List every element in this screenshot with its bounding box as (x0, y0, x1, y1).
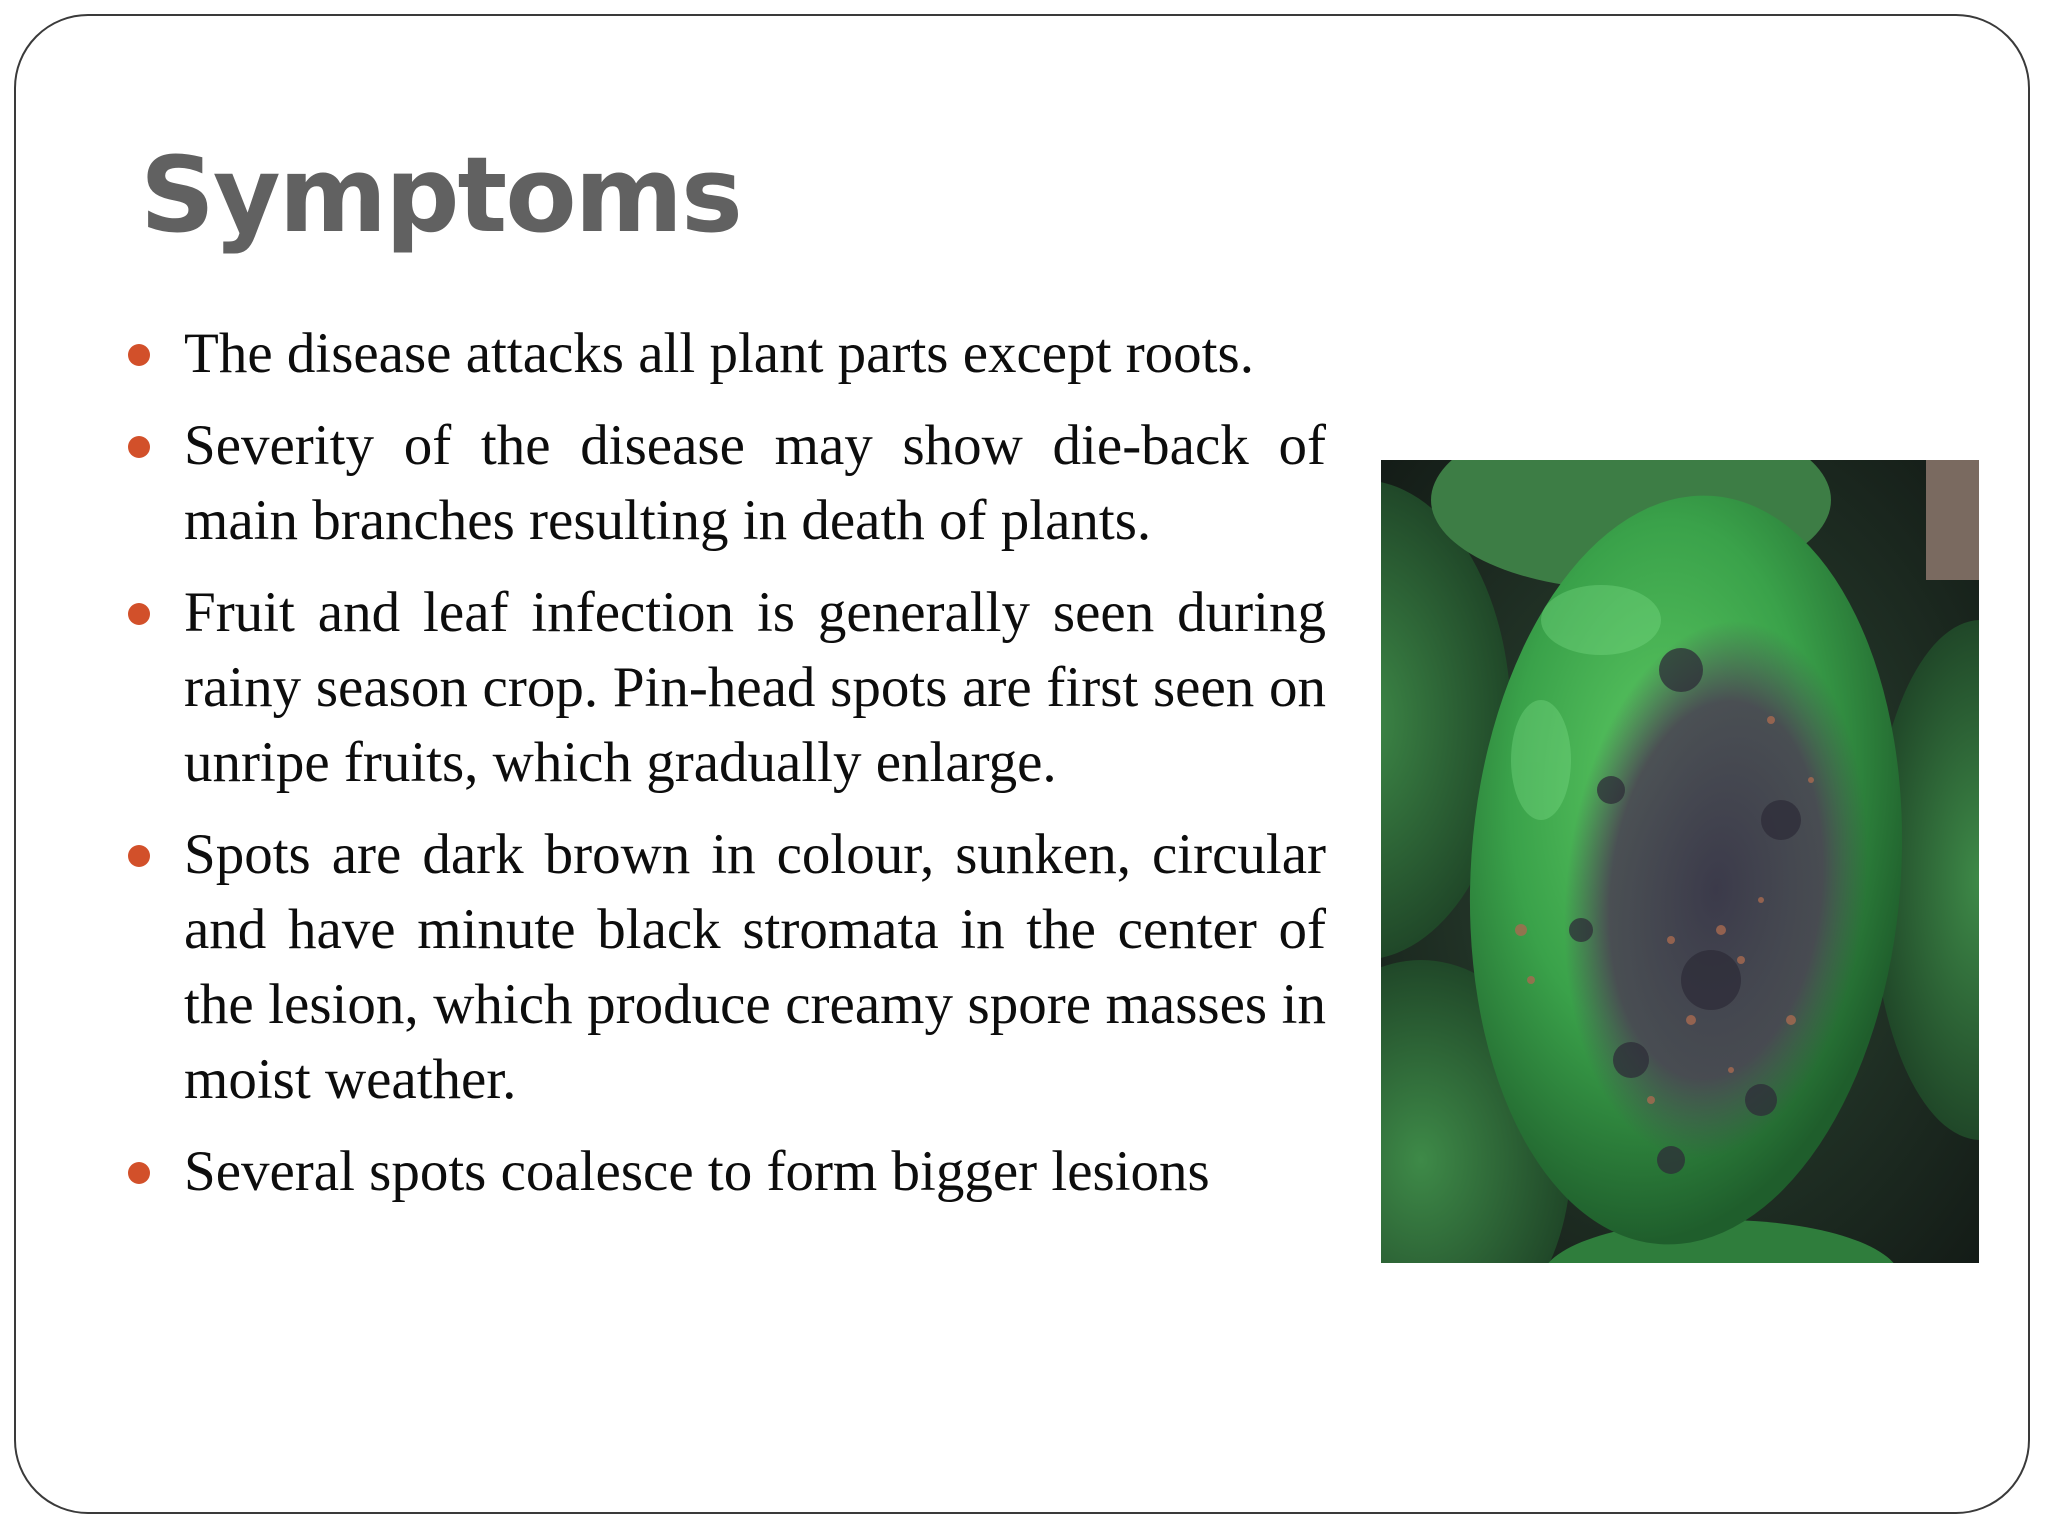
bullet-text-3: Fruit and leaf infection is generally seen during rainy season crop. Pin-head spots are first seen on unripe fruits, which gradually enlarge. (184, 581, 1326, 794)
slide-title: Symptoms (140, 134, 741, 256)
bullet-text-4: Spots are dark brown in colour, sunken, circular and have minute black stromata in the center of the lesion, which produce creamy spore masses in moist weather. (184, 823, 1326, 1111)
slide-frame (14, 14, 2030, 1514)
bullet-item-3 (184, 575, 1326, 800)
fruit-illustration (1381, 460, 1979, 1263)
bullet-item-4 (184, 817, 1326, 1117)
bullet-text-1: The disease attacks all plant parts except roots. (184, 322, 1254, 385)
bullet-list (184, 316, 1326, 1226)
bullet-text-5: Several spots coalesce to form bigger lesions (184, 1140, 1210, 1203)
bullet-dot-icon (128, 845, 150, 867)
bullet-item-2 (184, 408, 1326, 558)
bullet-text-2: Severity of the disease may show die-back of main branches resulting in death of plants. (184, 414, 1326, 552)
infected-fruit-photo (1381, 460, 1979, 1263)
bullet-item-1 (184, 316, 1326, 391)
bullet-dot-icon (128, 603, 150, 625)
background-surface (1926, 460, 1979, 580)
bullet-dot-icon (128, 344, 150, 366)
bullet-dot-icon (128, 436, 150, 458)
bullet-item-5 (184, 1134, 1326, 1209)
bullet-dot-icon (128, 1162, 150, 1184)
